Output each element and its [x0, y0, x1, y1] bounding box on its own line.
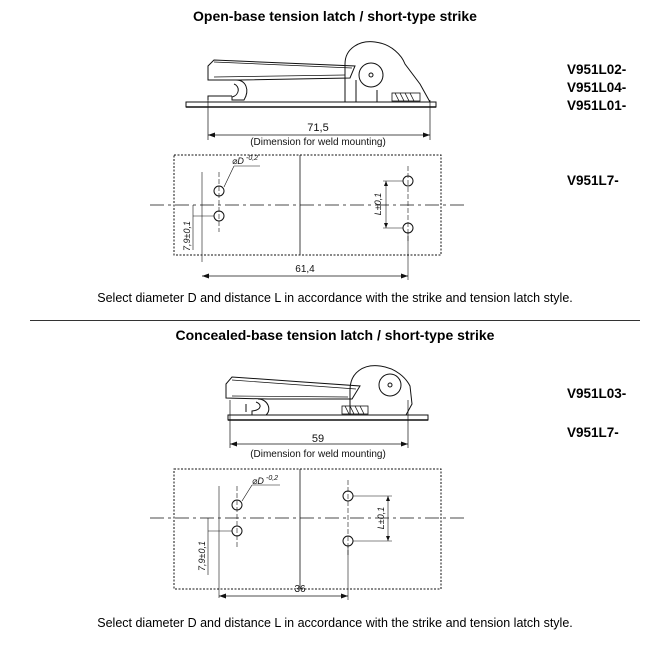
section1-weld-dimension: 71,5	[307, 122, 329, 134]
section2-hole-diameter-label: ⌀D	[252, 476, 264, 486]
section2-offset-label: 7,9±0,1	[197, 541, 207, 571]
section1-bottom-dimension: 61,4	[295, 264, 315, 275]
section2-plate-outline	[174, 469, 441, 589]
section2-note: Select diameter D and distance L in accordance with the strike and tension latch style.	[97, 616, 573, 630]
section2-hole-tolerance: -0,2	[266, 475, 279, 482]
section2-hook	[252, 399, 269, 415]
section1-hole-diameter-label: ⌀D	[232, 156, 244, 166]
section1-plate-code: V951L7-	[567, 173, 619, 188]
section2-bottom-dimension: 36	[294, 584, 306, 595]
section1-spring	[392, 93, 420, 101]
section2-spring	[342, 406, 368, 414]
section1-code-1: V951L02-	[567, 62, 627, 77]
section2-weld-caption: (Dimension for weld mounting)	[250, 449, 386, 460]
section1-weld-caption: (Dimension for weld mounting)	[250, 137, 386, 148]
section2-code-1: V951L03-	[567, 386, 627, 401]
section1-l-label: L±0,1	[373, 192, 383, 216]
section1-note: Select diameter D and distance L in accordance with the strike and tension latch style.	[97, 291, 573, 305]
section1-hole-plate	[150, 155, 465, 280]
section1-hook	[232, 80, 247, 100]
section1-code-2: V951L04-	[567, 80, 627, 95]
section2-plate-code: V951L7-	[567, 425, 619, 440]
section2-title: Concealed-base tension latch / short-type strike	[175, 327, 495, 343]
section1-offset-label: 7,9±0,1	[182, 221, 192, 251]
section2-pivot	[379, 374, 401, 396]
section2-hole-plate	[150, 469, 465, 600]
section2-l-label: L±0,1	[376, 506, 386, 530]
section1-pivot	[359, 63, 383, 87]
section1-hole-tolerance: -0,2	[246, 155, 259, 162]
section2-weld-dimension: 59	[311, 433, 325, 445]
section1-title: Open-base tension latch / short-type strike	[193, 8, 477, 24]
section2-latch-side-view	[226, 366, 428, 448]
section2-housing	[350, 366, 412, 415]
section1-code-3: V951L01-	[567, 98, 627, 113]
